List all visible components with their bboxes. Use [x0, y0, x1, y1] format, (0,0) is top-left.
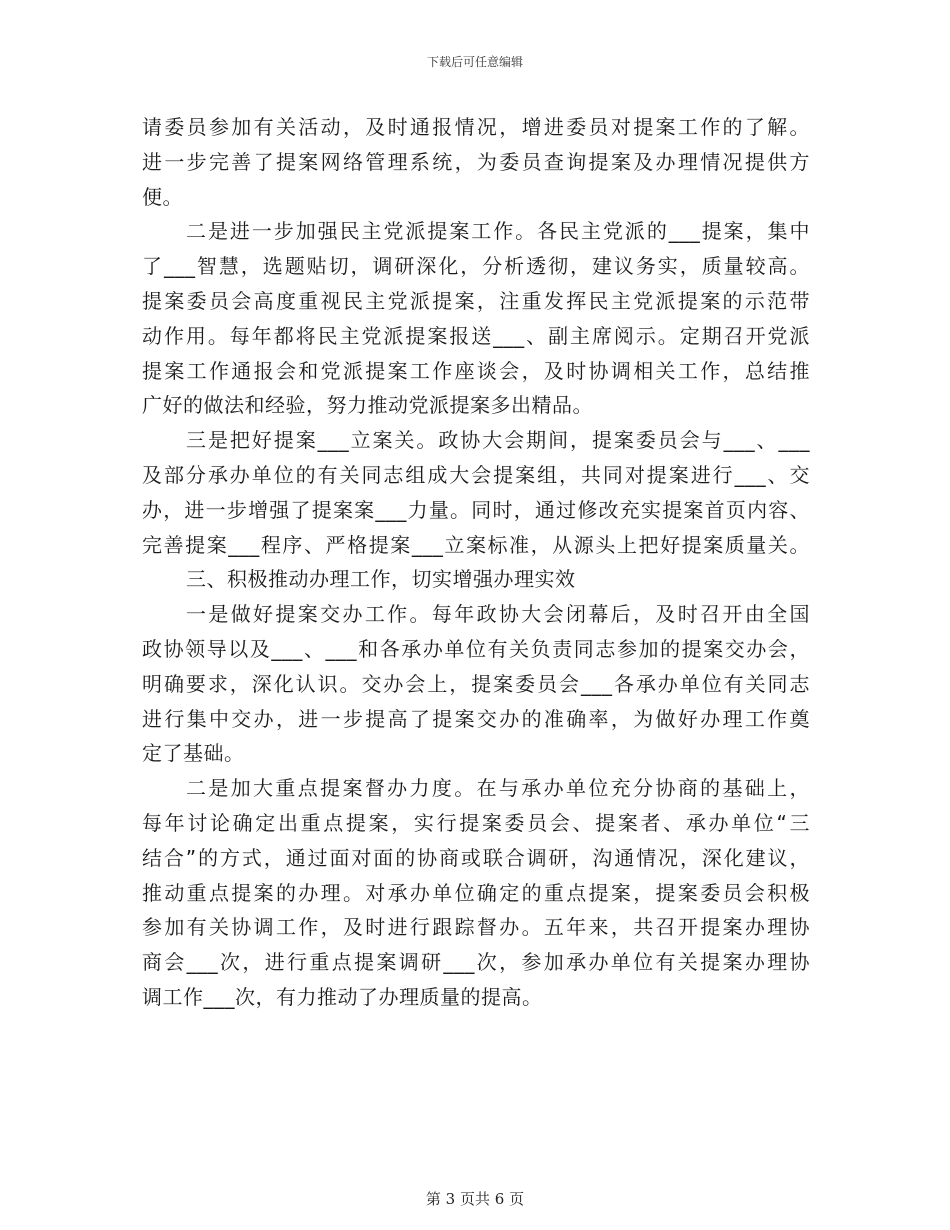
page-header: 下载后可任意编辑 [426, 55, 523, 69]
text-line: 提案委员会高度重视民主党派提案，注重发挥民主党派提案的示范带 [142, 288, 810, 313]
text-line: 完善提案___程序、严格提案___立案标准，从源头上把好提案质量关。 [142, 532, 810, 557]
text-line: 了___智慧，选题贴切，调研深化，分析透彻，建议务实，质量较高。 [142, 254, 810, 279]
text-line: 推动重点提案的办理。对承办单位确定的重点提案，提案委员会积极 [142, 880, 810, 905]
document-body [142, 110, 810, 1015]
text-line: 提案工作通报会和党派提案工作座谈会，及时协调相关工作，总结推 [142, 358, 810, 383]
text-line: 参加有关协调工作，及时进行跟踪督办。五年来，共召开提案办理协 [142, 915, 810, 940]
text-line: 广好的做法和经验，努力推动党派提案多出精品。 [142, 393, 593, 418]
text-line: 进一步完善了提案网络管理系统，为委员查询提案及办理情况提供方 [142, 149, 810, 174]
text-line: 便。 [142, 184, 183, 209]
text-line: 一是做好提案交办工作。每年政协大会闭幕后，及时召开由全国 [186, 602, 810, 627]
text-line: 进行集中交办，进一步提高了提案交办的准确率，为做好办理工作奠 [142, 706, 810, 731]
text-line: 三、积极推动办理工作，切实增强办理实效 [186, 567, 576, 592]
text-line: 调工作___次，有力推动了办理质量的提高。 [142, 984, 543, 1009]
text-line: 二是加大重点提案督办力度。在与承办单位充分协商的基础上， [186, 776, 810, 801]
text-line: 动作用。每年都将民主党派提案报送___、副主席阅示。定期召开党派 [142, 323, 810, 348]
page-number-footer: 第 3 页共 6 页 [425, 1190, 525, 1208]
text-line: 及部分承办单位的有关同志组成大会提案组，共同对提案进行___、交 [142, 462, 810, 487]
text-line: 结合”的方式，通过面对面的协商或联合调研，沟通情况，深化建议， [142, 845, 810, 870]
text-line: 三是把好提案___立案关。政协大会期间，提案委员会与___、___ [186, 428, 810, 453]
text-line: 二是进一步加强民主党派提案工作。各民主党派的___提案，集中 [186, 219, 810, 244]
text-line: 请委员参加有关活动，及时通报情况，增进委员对提案工作的了解。 [142, 115, 810, 139]
text-line: 明确要求，深化认识。交办会上，提案委员会___各承办单位有关同志 [142, 671, 810, 696]
text-line: 商会___次，进行重点提案调研___次，参加承办单位有关提案办理协 [142, 950, 810, 975]
text-line: 定了基础。 [142, 741, 245, 766]
text-line: 办，进一步增强了提案案___力量。同时，通过修改充实提案首页内容、 [142, 497, 810, 522]
text-line: 政协领导以及___、___和各承办单位有关负责同志参加的提案交办会， [142, 636, 810, 661]
text-line: 每年讨论确定出重点提案，实行提案委员会、提案者、承办单位“三 [142, 810, 810, 835]
